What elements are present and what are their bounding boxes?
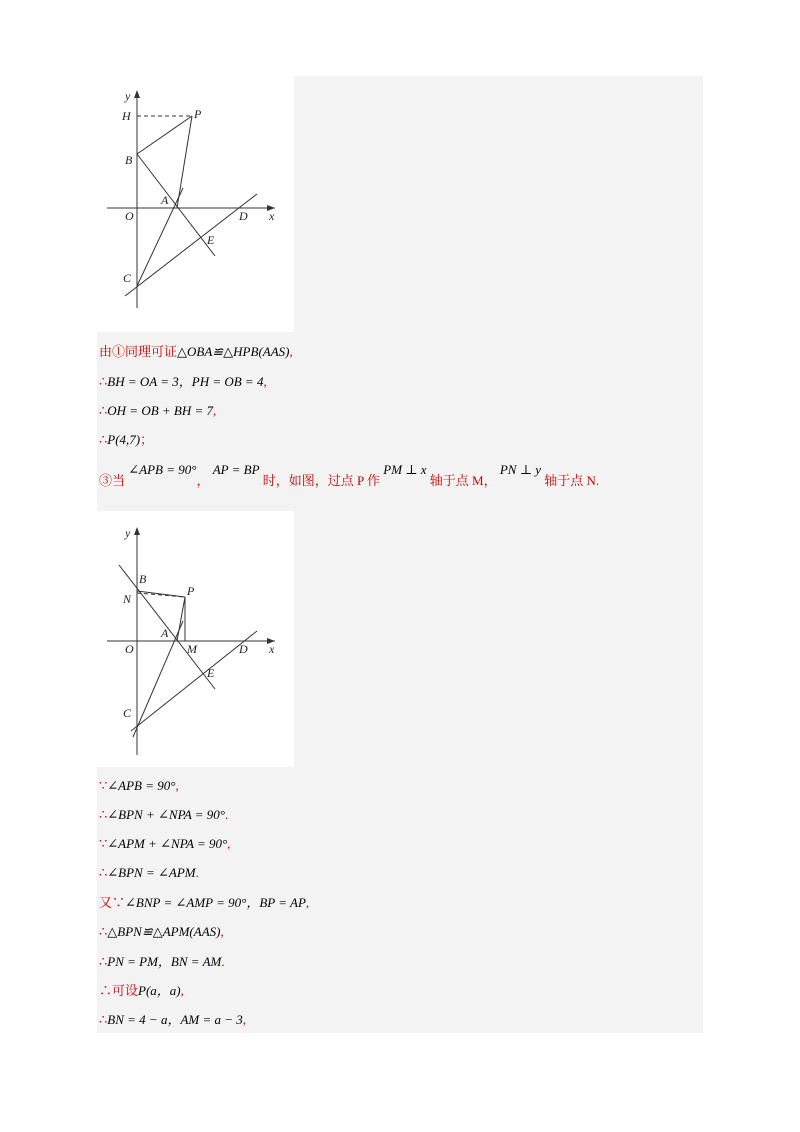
y-axis-arrow-icon	[134, 90, 140, 98]
line-tail: .	[221, 954, 225, 969]
y-axis-arrow-icon	[134, 527, 140, 535]
segment-ca	[137, 188, 183, 286]
line-lead: ∵	[99, 836, 108, 851]
proof-line-1	[99, 343, 293, 361]
label-y: y	[125, 526, 131, 540]
proof-line-3	[99, 402, 216, 420]
case3-t2: ，	[196, 473, 210, 488]
case3-t5: 轴于点 N.	[544, 473, 600, 488]
label-c: C	[123, 271, 132, 285]
line-tail: ,	[263, 374, 267, 389]
line-math: ∠BNP = ∠AMP = 90°，BP = AP	[125, 895, 306, 910]
label-p: P	[187, 584, 195, 598]
case3-m2: AP = BP	[212, 462, 260, 477]
line-tail: ,	[227, 836, 231, 851]
label-b: B	[125, 153, 133, 167]
label-e: E	[207, 666, 215, 680]
line-tail: ,	[305, 895, 310, 910]
line-lead: ∴	[99, 865, 108, 880]
label-d: D	[239, 209, 248, 223]
proof-line-4	[99, 431, 153, 449]
line-math: △BPN≌△APM(AAS)	[107, 924, 221, 939]
line-tail: ,	[289, 344, 293, 359]
label-a: A	[161, 626, 169, 640]
line-lead: ∴	[99, 374, 108, 389]
label-a: A	[161, 193, 169, 207]
line-lead: 由①同理可证	[99, 344, 178, 359]
line-math: P(a，a)	[138, 983, 181, 998]
label-e: E	[207, 233, 215, 247]
case3-t1: ③当	[99, 473, 126, 488]
line-tail: ,	[175, 778, 179, 793]
line-math: ∠APB = 90°	[107, 778, 176, 793]
line-lead: 又∵	[99, 895, 126, 910]
line-math: ∠BPN = ∠APM	[107, 865, 196, 880]
line-tail: ,	[213, 403, 217, 418]
label-o: O	[125, 642, 134, 656]
proof-line-12	[99, 982, 184, 1000]
line-lead: ∴	[99, 924, 108, 939]
line-lead: ∴	[99, 807, 108, 822]
proof-line-6	[99, 806, 228, 824]
line-lead: ∴	[99, 1012, 108, 1027]
case3-m4: PN ⊥ y	[499, 462, 541, 477]
case3-t4: 轴于点 M，	[429, 473, 497, 488]
segment-ap	[177, 597, 185, 641]
line-tail: ,	[242, 1012, 247, 1027]
line-lead: ∴可设	[99, 983, 139, 998]
line-math: BN = 4 − a，AM = a − 3	[107, 1012, 243, 1027]
label-x: x	[269, 209, 275, 223]
proof-line-5	[99, 777, 179, 795]
line-lead: ∵	[99, 778, 108, 793]
segment-bp	[137, 116, 192, 154]
label-m: M	[187, 642, 197, 656]
label-d: D	[239, 642, 248, 656]
proof-line-10	[99, 923, 224, 941]
proof-line-7	[99, 835, 230, 853]
line-tail: ,	[180, 983, 184, 998]
label-y: y	[125, 89, 131, 103]
segment-ca	[133, 621, 183, 737]
proof-line-13	[99, 1011, 246, 1029]
proof-line-8	[99, 864, 199, 882]
line-tail: ；	[140, 432, 154, 447]
proof-line-2	[99, 373, 267, 391]
line-cd	[125, 194, 257, 296]
label-n: N	[123, 592, 132, 606]
case3-t3: 时，如图，过点 P 作	[262, 473, 381, 488]
line-be	[137, 154, 215, 256]
line-math: BH = OA = 3，PH = OB = 4	[107, 374, 264, 389]
label-x: x	[269, 642, 275, 656]
line-math: ∠APM + ∠NPA = 90°	[107, 836, 228, 851]
label-h: H	[122, 109, 131, 123]
line-math: PN = PM，BN = AM	[107, 954, 222, 969]
proof-line-9	[99, 894, 309, 912]
label-c: C	[123, 706, 132, 720]
line-lead: ∴	[99, 954, 108, 969]
line-tail: .	[195, 865, 199, 880]
case3-m1: ∠APB = 90°	[128, 462, 197, 477]
proof-line-case3	[99, 462, 600, 490]
line-math: P(4,7)	[107, 432, 141, 447]
line-math: △OBA≌△HPB(AAS)	[177, 344, 290, 359]
line-lead: ∴	[99, 432, 108, 447]
label-b: B	[139, 572, 147, 586]
label-o: O	[125, 209, 134, 223]
figure-1-svg	[97, 76, 294, 332]
case3-m3: PM ⊥ x	[383, 462, 427, 477]
label-p: P	[194, 107, 202, 121]
segment-ap	[177, 116, 192, 208]
line-tail: ,	[220, 924, 224, 939]
proof-line-11	[99, 953, 225, 971]
geometry-figure-1	[97, 76, 294, 332]
line-tail: .	[225, 807, 229, 822]
figure-2-svg	[97, 511, 294, 767]
line-math: ∠BPN + ∠NPA = 90°	[107, 807, 226, 822]
line-lead: ∴	[99, 403, 108, 418]
line-math: OH = OB + BH = 7	[107, 403, 214, 418]
geometry-figure-2	[97, 511, 294, 767]
